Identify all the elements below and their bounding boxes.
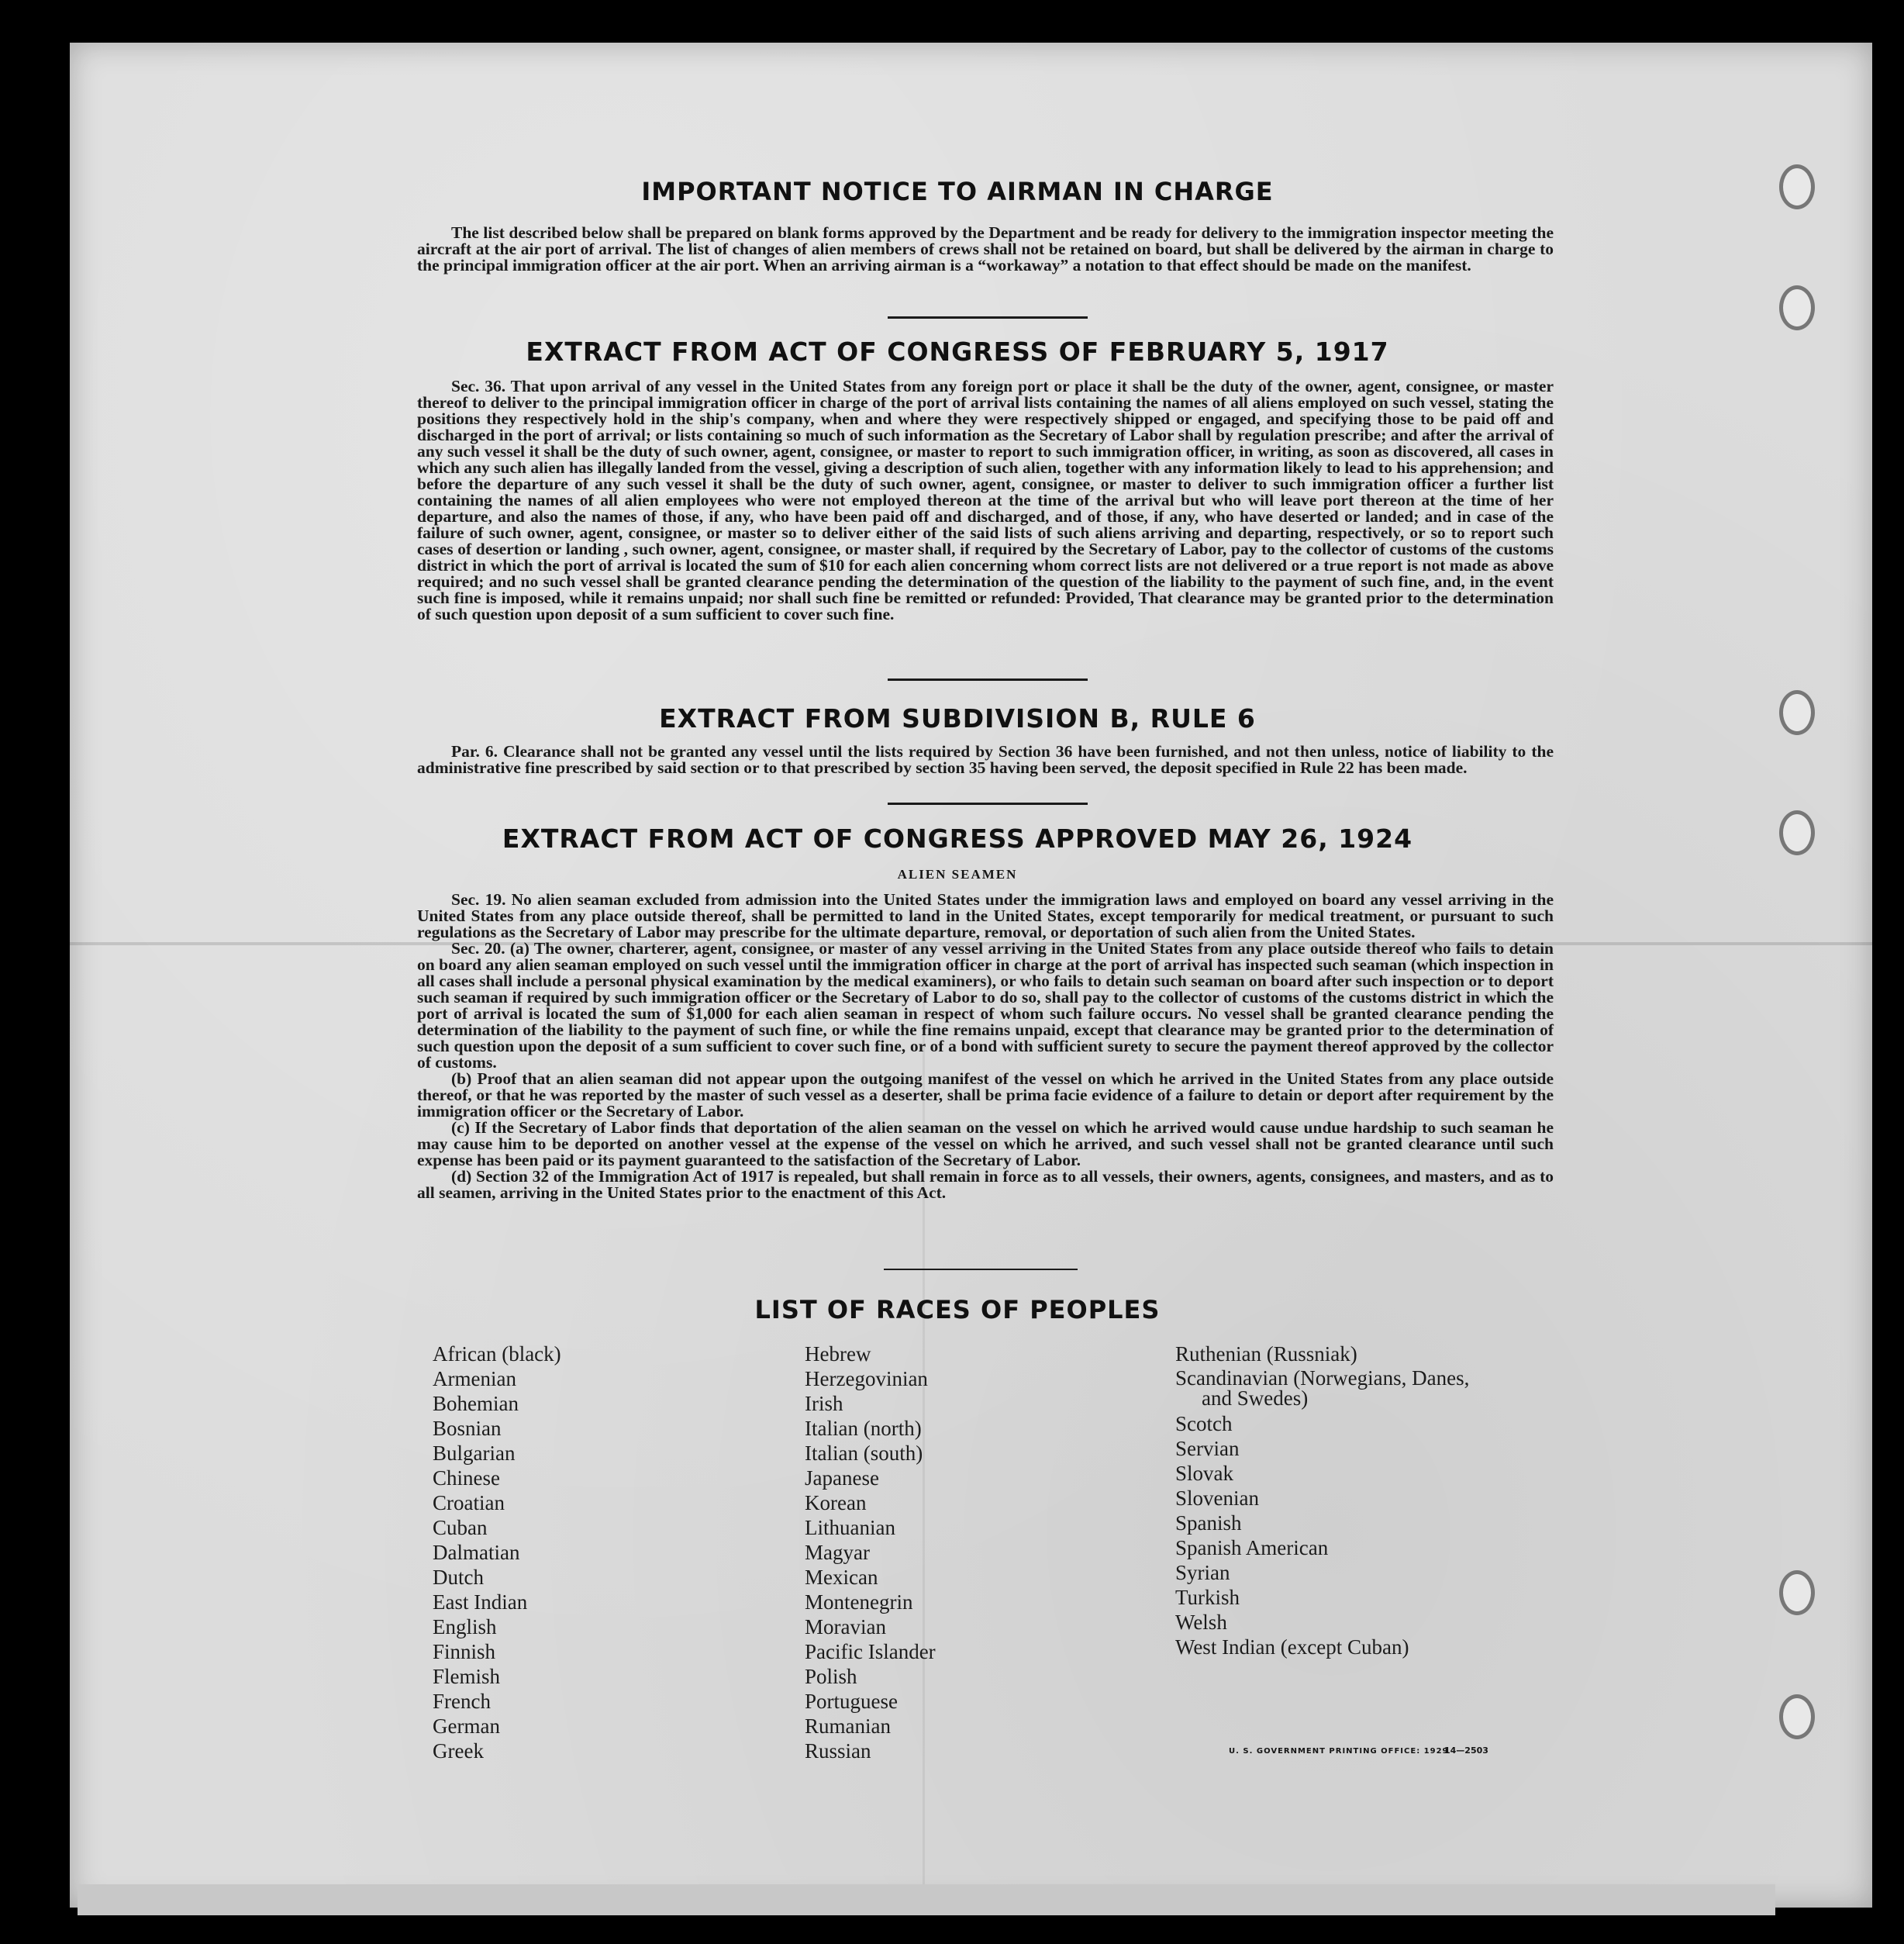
sec-19-paragraph: Sec. 19. No alien seaman excluded from admission into the United States under the immigration laws and employed on board any vessel arriving in the United States from any place outside thereof, shall be permitted to land in the United States, except temporarily for medical treatment, or pursuant to such regulations as the Secretary of Labor may prescribe for the ultimate departure, removal, or deportation of such alien from the United States. bbox=[417, 890, 1554, 941]
rule6-paragraph: Par. 6. Clearance shall not be granted any vessel until the lists required by Section 36 have been furnished, and not then unless, notice of liability to the administrative fine prescribed by said section or to that prescribed by section 35 having been served, the deposit specified in Rule 22 has been made. bbox=[417, 742, 1554, 777]
race-item: Irish bbox=[805, 1392, 843, 1415]
races-column-3 bbox=[1175, 1341, 1578, 1659]
race-item: Russian bbox=[805, 1739, 871, 1763]
race-item: Rumanian bbox=[805, 1714, 891, 1738]
race-item: Moravian bbox=[805, 1615, 886, 1638]
race-item: Lithuanian bbox=[805, 1516, 895, 1539]
races-column-1 bbox=[433, 1341, 758, 1763]
race-item: Greek bbox=[433, 1739, 484, 1763]
race-item: Flemish bbox=[433, 1665, 501, 1688]
section-divider bbox=[888, 316, 1088, 319]
race-item: Dalmatian bbox=[433, 1541, 520, 1564]
race-item: Bulgarian bbox=[433, 1442, 516, 1465]
race-item: Korean bbox=[805, 1491, 867, 1514]
notice-heading: IMPORTANT NOTICE TO AIRMAN IN CHARGE bbox=[641, 177, 1274, 206]
race-item: Ruthenian (Russniak) bbox=[1175, 1342, 1357, 1366]
race-item: Chinese bbox=[433, 1466, 500, 1490]
sec-20b-paragraph: (b) Proof that an alien seaman did not appear upon the outgoing manifest of the vessel on which he arrived in the United States from any place outside thereof, or that he was reported by the master of such vessel as a deserter, shall be prima facie evidence of a failure to detain or deport after requirement by the immigration officer or the Secretary of Labor. bbox=[417, 1069, 1554, 1120]
race-item: French bbox=[433, 1690, 491, 1713]
race-item: Turkish bbox=[1175, 1586, 1240, 1609]
printer-imprint: U. S. GOVERNMENT PRINTING OFFICE: 1929 bbox=[1229, 1747, 1449, 1756]
race-item: Spanish American bbox=[1175, 1536, 1329, 1559]
race-item: Slovenian bbox=[1175, 1486, 1259, 1510]
section-divider bbox=[884, 1269, 1078, 1270]
race-item: Montenegrin bbox=[805, 1590, 913, 1614]
race-item: African (black) bbox=[433, 1342, 561, 1366]
race-item: Herzegovinian bbox=[805, 1367, 928, 1390]
section-divider bbox=[888, 803, 1088, 805]
sec-20a-paragraph: Sec. 20. (a) The owner, charterer, agent, consignee, or master of any vessel arriving in the United States from any place outside thereof who fails to detain on board any alien seaman employed on such vessel until the immigration officer in charge at the port of arrival has inspected such seaman (which inspection in all cases shall include a personal physical examination by the medical examiners), or who fails to detain such seaman on board after such inspection or to deport such seaman if required by such immigration officer or the Secretary of Labor to do so, shall pay to the collector of customs of the customs district in which the port of arrival is located the sum of $1,000 for each alien seaman in respect of whom such failure occurs. No vessel shall be granted clearance pending the determination of the liability to the payment of such fine, or while the fine remains unpaid, except that clearance may be granted prior to the determination of such question upon the deposit of a sum sufficient to cover such fine, or of a bond with sufficient surety to secure the payment thereof approved by the collector of customs. bbox=[417, 939, 1554, 1072]
race-item: Finnish bbox=[433, 1640, 496, 1663]
alien-seamen-subheading: ALIEN SEAMEN bbox=[897, 867, 1018, 882]
race-item: Scotch bbox=[1175, 1412, 1233, 1435]
race-item: Welsh bbox=[1175, 1611, 1227, 1634]
race-item: Portuguese bbox=[805, 1690, 898, 1713]
extract-1924-text bbox=[417, 892, 1554, 1201]
race-item: Pacific Islander bbox=[805, 1640, 936, 1663]
race-item: Dutch bbox=[433, 1566, 484, 1589]
race-item: Hebrew bbox=[805, 1342, 871, 1366]
race-item: Croatian bbox=[433, 1491, 505, 1514]
race-item: Servian bbox=[1175, 1437, 1240, 1460]
race-item: Bohemian bbox=[433, 1392, 519, 1415]
races-heading: LIST OF RACES OF PEOPLES bbox=[754, 1295, 1161, 1324]
race-item: Japanese bbox=[805, 1466, 879, 1490]
race-item: Scandinavian (Norwegians, Danes, bbox=[1175, 1366, 1470, 1390]
race-item: Polish bbox=[805, 1665, 857, 1688]
race-item: East Indian bbox=[433, 1590, 528, 1614]
race-item: Bosnian bbox=[433, 1417, 502, 1440]
notice-paragraph: The list described below shall be prepared on blank forms approved by the Department and be ready for delivery to the immigration inspector meeting the aircraft at the air port of arrival. The list of changes of alien members of crews shall not be retained on board, but shall be delivered by the airman in charge to the principal immigration officer at the air port. When an arriving airman is a “workaway” a notation to that effect should be made on the manifest. bbox=[417, 223, 1554, 275]
race-item: Mexican bbox=[805, 1566, 878, 1589]
race-item: German bbox=[433, 1714, 500, 1738]
extract-1917-text bbox=[417, 378, 1554, 623]
race-item: Magyar bbox=[805, 1541, 870, 1564]
race-item: Syrian bbox=[1175, 1561, 1230, 1584]
extract-1917-paragraph: Sec. 36. That upon arrival of any vessel in the United States from any foreign port or place it shall be the duty of the owner, agent, consignee, or master thereof to deliver to the principal immigration officer in charge of the port of arrival lists containing the names of all aliens employed on such vessel, stating the positions they respectively hold in the ship's company, when and where they were respectively shipped or engaged, and specifying those to be paid off and discharged in the port of arrival; or lists containing so much of such information as the Secretary of Labor shall by regulation prescribe; and after the arrival of any such vessel it shall be the duty of such owner, agent, consignee, or master to report to such immigration officer, in writing, as soon as discovered, all cases in which any such alien has illegally landed from the vessel, giving a description of such alien, together with any information likely to lead to his apprehension; and before the departure of any such vessel it shall be the duty of such owner, agent, consignee, or master to deliver to such immigration officer a further list containing the names of all alien employees who were not employed thereon at the time of the arrival but who will leave port thereon at the time of her departure, and also the names of those, if any, who have been paid off and discharged, and of those, if any, who have deserted or landed; and in case of the failure of such owner, agent, consignee, or master so to deliver either of the said lists of such aliens arriving and departing, respectively, or so to report such cases of desertion or landing , such owner, agent, consignee, or master shall, if required by the Secretary of Labor, pay to the collector of customs of the customs district in which the port of arrival is located the sum of $10 for each alien concerning whom correct lists are not delivered or a true report is not made as above required; and no such vessel shall be granted clearance pending the determination of the question of the liability to the payment of such fine, and, in the event such fine is imposed, while it remains unpaid; nor shall such fine be remitted or refunded: Provided, That clearance may be granted prior to the determination of such question upon deposit of a sum sufficient to cover such fine. bbox=[417, 377, 1554, 623]
sec-20d-paragraph: (d) Section 32 of the Immigration Act of 1917 is repealed, but shall remain in force as to all vessels, their owners, agents, consignees, and masters, and as to all seamen, arriving in the United States prior to the enactment of this Act. bbox=[417, 1167, 1554, 1202]
form-number: 14—2503 bbox=[1444, 1745, 1488, 1756]
race-item: Spanish bbox=[1175, 1511, 1242, 1535]
race-item-continuation: and Swedes) bbox=[1202, 1386, 1309, 1410]
race-item: English bbox=[433, 1615, 497, 1638]
race-item: West Indian (except Cuban) bbox=[1175, 1635, 1409, 1659]
rule6-heading: EXTRACT FROM SUBDIVISION B, RULE 6 bbox=[659, 703, 1256, 734]
race-item: Armenian bbox=[433, 1367, 516, 1390]
races-column-2 bbox=[805, 1341, 1146, 1763]
notice-text bbox=[417, 225, 1554, 274]
rule6-text bbox=[417, 744, 1554, 776]
race-item: Slovak bbox=[1175, 1462, 1234, 1485]
race-item: Italian (south) bbox=[805, 1442, 923, 1465]
extract-1917-heading: EXTRACT FROM ACT OF CONGRESS OF FEBRUARY 5, 1917 bbox=[526, 337, 1389, 367]
section-divider bbox=[888, 679, 1088, 681]
extract-1924-heading: EXTRACT FROM ACT OF CONGRESS APPROVED MAY 26, 1924 bbox=[502, 824, 1413, 854]
sec-20c-paragraph: (c) If the Secretary of Labor finds that deportation of the alien seaman on the vessel on which he arrived would cause undue hardship to such seaman he may cause him to be deported on another vessel at the expense of the vessel on which he arrived, and such vessel shall not be granted clearance until such expense has been paid or its payment guaranteed to the satisfaction of the Secretary of Labor. bbox=[417, 1118, 1554, 1169]
race-item: Cuban bbox=[433, 1516, 488, 1539]
race-item: Italian (north) bbox=[805, 1417, 922, 1440]
